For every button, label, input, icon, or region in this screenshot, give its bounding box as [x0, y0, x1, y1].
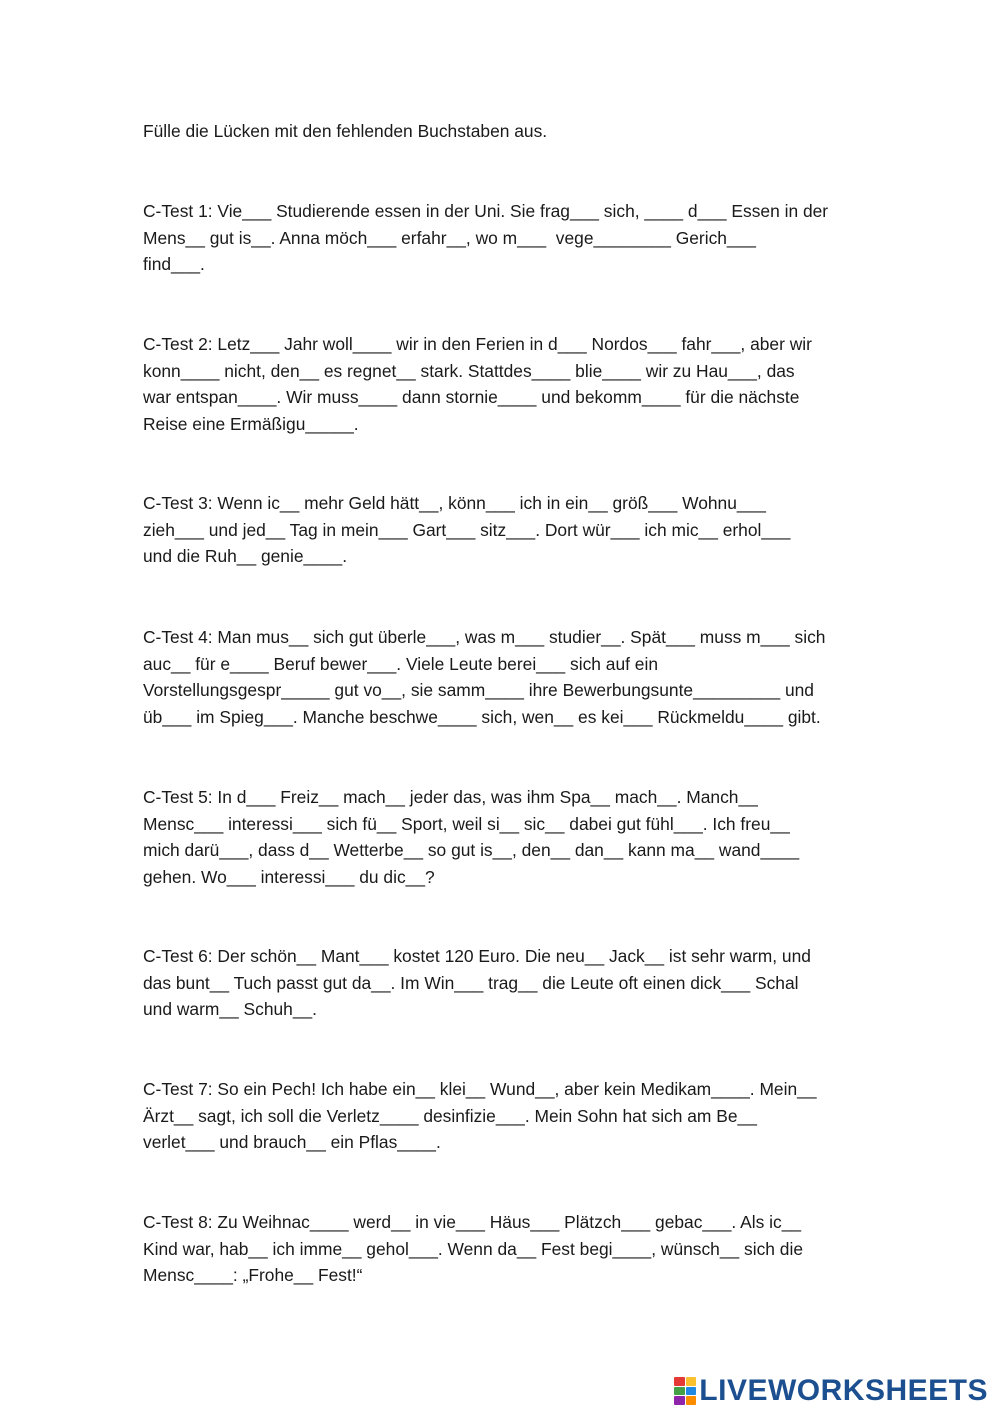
c-test-3: [143, 490, 873, 570]
c-test-1-line: Mens__ gut is__. Anna möch___ erfahr__, wo m___ vege________ Gerich___: [143, 227, 756, 248]
c-test-1-line: C-Test 1: Vie___ Studierende essen in der Uni. Sie frag___ sich, ____ d___ Essen in der: [143, 201, 829, 221]
c-test-1: [143, 198, 873, 278]
c-test-1-line: find___.: [143, 254, 205, 275]
c-test-7-line: verlet___ und brauch__ ein Pflas____.: [143, 1132, 441, 1153]
c-test-2-line: Reise eine Ermäßigu_____.: [143, 413, 359, 434]
c-test-5: [143, 784, 873, 890]
c-test-7-line: Ärzt__ sagt, ich soll die Verletz____ desinfizie___. Mein Sohn hat sich am Be__: [143, 1105, 757, 1126]
c-test-6-line: C-Test 6: Der schön__ Mant___ kostet 120 Euro. Die neu__ Jack__ ist sehr warm, und: [143, 946, 811, 966]
logo-mark-tile: [686, 1387, 697, 1396]
c-test-6: [143, 943, 873, 1023]
c-test-4-line: C-Test 4: Man mus__ sich gut überle___, was m___ studier__. Spät___ muss m___ sich: [143, 627, 826, 647]
c-test-5-line: C-Test 5: In d___ Freiz__ mach__ jeder das, was ihm Spa__ mach__. Manch__: [143, 787, 758, 807]
c-test-3-line: und die Ruh__ genie____.: [143, 546, 348, 567]
c-test-7-line: C-Test 7: So ein Pech! Ich habe ein__ klei__ Wund__, aber kein Medikam____. Mein__: [143, 1079, 817, 1099]
c-test-7: [143, 1076, 873, 1156]
liveworksheets-logo-text: LIVEWORKSHEETS: [699, 1374, 988, 1407]
c-test-5-line: mich darü___, dass d__ Wetterbe__ so gut is__, den__ dan__ kann ma__ wand____: [143, 840, 800, 861]
liveworksheets-logo: [674, 1374, 988, 1408]
c-test-8: [143, 1209, 873, 1289]
c-test-6-line: das bunt__ Tuch passt gut da__. Im Win___ trag__ die Leute oft einen dick___ Schal: [143, 972, 799, 993]
instruction-text: Fülle die Lücken mit den fehlenden Buchstaben aus.: [143, 121, 548, 141]
c-test-2: [143, 331, 873, 437]
c-test-4-line: auc__ für e____ Beruf bewer___. Viele Leute berei___ sich auf ein: [143, 653, 659, 674]
logo-mark-tile: [686, 1396, 697, 1405]
c-test-2-line: war entspan____. Wir muss____ dann stornie____ und bekomm____ für die nächste: [143, 387, 800, 408]
c-test-2-line: konn____ nicht, den__ es regnet__ stark. Stattdes____ blie____ wir zu Hau___, das: [143, 360, 795, 381]
c-test-4-line: üb___ im Spieg___. Manche beschwe____ sich, wen__ es kei___ Rückmeldu____ gibt.: [143, 706, 821, 727]
c-test-2-line: C-Test 2: Letz___ Jahr woll____ wir in den Ferien in d___ Nordos___ fahr___, aber wir: [143, 334, 812, 354]
c-test-5-line: Mensc___ interessi___ sich fü__ Sport, weil si__ sic__ dabei gut fühl___. Ich freu__: [143, 813, 790, 834]
c-test-3-line: zieh___ und jed__ Tag in mein___ Gart___ sitz___. Dort wür___ ich mic__ erhol___: [143, 519, 791, 540]
logo-mark-tile: [686, 1377, 697, 1386]
logo-mark-tile: [674, 1396, 685, 1405]
liveworksheets-logo-icon: [674, 1377, 696, 1405]
c-test-5-line: gehen. Wo___ interessi___ du dic__?: [143, 866, 435, 887]
c-test-8-line: Kind war, hab__ ich imme__ gehol___. Wenn da__ Fest begi____, wünsch__ sich die: [143, 1238, 803, 1259]
c-test-4-line: Vorstellungsgespr_____ gut vo__, sie samm____ ihre Bewerbungsunte_________ und: [143, 680, 814, 701]
c-test-8-line: Mensc____: „Frohe__ Fest!“: [143, 1265, 363, 1286]
logo-mark-tile: [674, 1387, 685, 1396]
c-test-3-line: C-Test 3: Wenn ic__ mehr Geld hätt__, könn___ ich in ein__ größ___ Wohnu___: [143, 493, 766, 513]
c-test-8-line: C-Test 8: Zu Weihnac____ werd__ in vie___ Häus___ Plätzch___ gebac___. Als ic__: [143, 1212, 802, 1232]
c-test-6-line: und warm__ Schuh__.: [143, 999, 318, 1020]
c-test-4: [143, 624, 873, 730]
logo-mark-tile: [674, 1377, 685, 1386]
